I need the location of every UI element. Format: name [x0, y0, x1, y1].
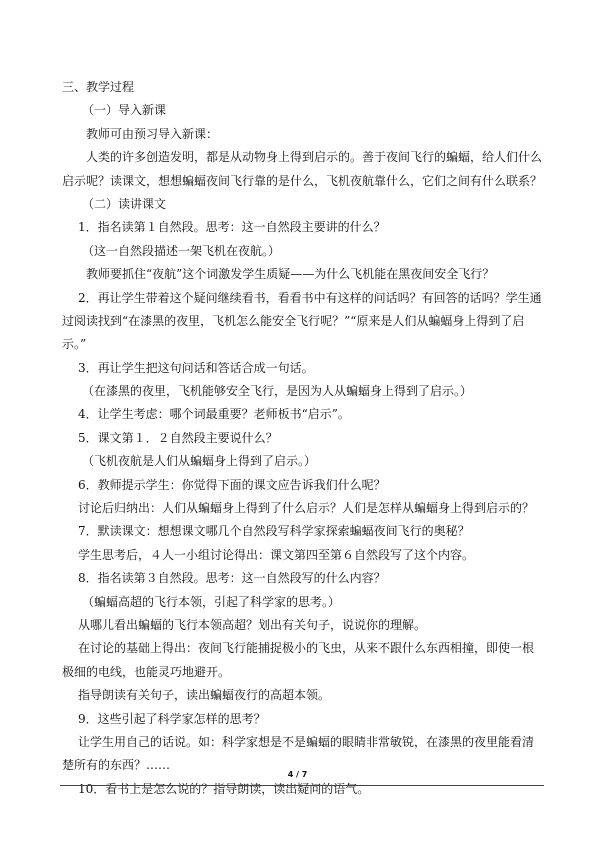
paragraph-line: 10．看书上是怎么说的？指导朗读，读出疑问的语气。 [78, 781, 370, 796]
paragraph-line: 在讨论的基础上得出：夜间飞行能捕捉极小的飞虫，从来不跟什么东西相撞，即使一根 [78, 641, 535, 656]
paragraph-line: 教师要抓住“夜航”这个词激发学生质疑——为什么飞机能在黑夜间安全飞行？ [86, 267, 495, 282]
subsection-heading: （一）导入新课 [82, 103, 167, 118]
paragraph-line: （这一自然段描述一架飞机在夜航。） [82, 243, 281, 258]
paragraph-line: （蝙蝠高超的飞行本领，引起了科学家的思考。） [82, 594, 341, 609]
document-body [62, 76, 542, 801]
paragraph-line: 6．教师提示学生：你觉得下面的课文应告诉我们什么呢？ [78, 477, 386, 492]
paragraph-line: 过阅读找到“在漆黑的夜里，飞机怎么能安全飞行呢？”“原来是人们从蝙蝠身上得到了启 [62, 313, 525, 328]
section-heading: 三、教学过程 [62, 80, 135, 94]
paragraph-line: 1．指名读第１自然段。思考：这一自然段主要讲的什么？ [78, 220, 386, 235]
paragraph-line: 极细的电线，也能灵巧地避开。 [62, 664, 231, 679]
paragraph-line: 8．指名读第３自然段。思考：这一自然段写的什么内容？ [78, 571, 386, 586]
subsection-heading: （二）读讲课文 [82, 196, 167, 211]
paragraph-line: 示。” [62, 337, 87, 352]
page-number: 4 / 7 [287, 770, 308, 779]
paragraph-line: 楚所有的东西？…… [62, 758, 171, 773]
paragraph-line: （在漆黑的夜里，飞机能够安全飞行，是因为人从蝙蝠身上得到了启示。） [82, 384, 473, 399]
paragraph-line: 指导朗读有关句子，读出蝙蝠夜行的高超本领。 [78, 688, 331, 703]
paragraph-line: 从哪儿看出蝙蝠的飞行本领高超？划出有关句子，说说你的理解。 [78, 617, 427, 632]
paragraph-line: 9．这些引起了科学家怎样的思考？ [78, 711, 266, 726]
paragraph-line: 教师可由预习导入新课： [86, 126, 219, 141]
paragraph-line: （飞机夜航是人们从蝙蝠身上得到了启示。） [82, 454, 317, 469]
footer-divider [60, 785, 544, 786]
paragraph-line: 4．让学生考虑：哪个词最重要？老师板书“启示”。 [78, 407, 350, 422]
paragraph-line: 2．再让学生带着这个疑问继续看书，看看书中有这样的问话吗？有回答的话吗？学生通 [78, 290, 542, 305]
paragraph-line: 讨论后归纳出：人们从蝙蝠身上得到了什么启示？人们是怎样从蝙蝠身上得到启示的？ [78, 501, 535, 516]
paragraph-line: 启示呢？读课文，想想蝙蝠夜间飞行靠的是什么，飞机夜航靠什么，它们之间有什么联系？ [62, 173, 543, 188]
paragraph-line: 5．课文第１．２自然段主要说什么？ [78, 430, 278, 445]
paragraph-line: 7．默读课文：想想课文哪几个自然段写科学家探索蝙蝠夜间飞行的奥秘？ [78, 524, 470, 539]
paragraph-line: 让学生用自己的话说。如：科学家想是不是蝙蝠的眼睛非常敏锐，在漆黑的夜里能看清 [78, 734, 535, 749]
paragraph-line: 3．再让学生把这句问话和答话合成一句话。 [78, 360, 314, 375]
paragraph-line: 人类的许多创造发明，都是从动物身上得到启示的。善于夜间飞行的蝙蝠，给人们什么 [86, 150, 543, 165]
paragraph-line: 学生思考后，４人一小组讨论得出：课文第四至第６自然段写了这个内容。 [78, 547, 475, 562]
